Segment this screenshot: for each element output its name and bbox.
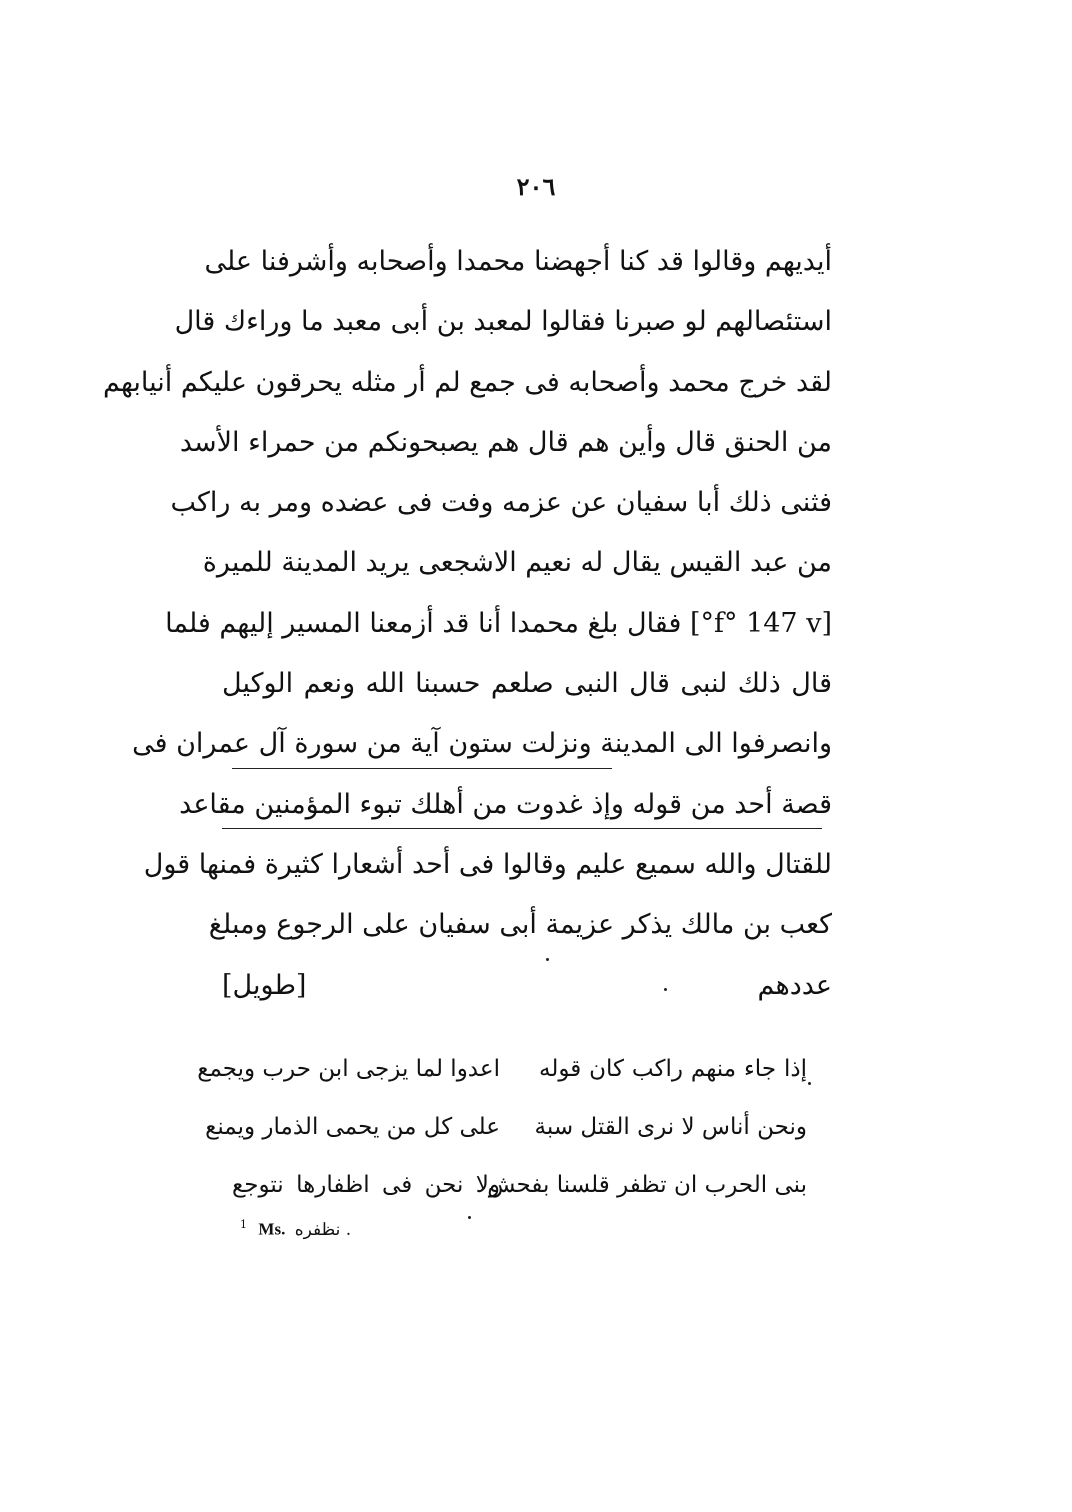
- prose-line: من عبد القيس يقال له نعيم الاشجعى يريد المدينة للميرة: [202, 547, 832, 579]
- prose-line: استئصالهم لو صبرنا فقالوا لمعبد بن أبى معبد ما وراءك قال: [174, 306, 832, 338]
- prose-line-final: [222, 956, 832, 1016]
- verse-second-hemistich: ولا نحن فى اظفارها نتوجع: [232, 1172, 500, 1198]
- underline-rule: [232, 768, 612, 769]
- poem-block: [197, 1040, 807, 1214]
- prose-line-folio-marker: [f° 147 v°] فقال بلغ محمدا أنا قد أزمعنا المسير إليهم فلما: [165, 607, 832, 639]
- verse-second-hemistich: على كل من يحمى الذمار ويمنع: [205, 1114, 500, 1140]
- footnote: [240, 1218, 351, 1240]
- prose-line: للقتال والله سميع عليم وقالوا فى أحد أشعارا كثيرة فمنها قول: [143, 848, 832, 880]
- prose-line: فثنى ذلك أبا سفيان عن عزمه وفت فى عضده ومر به راكب: [170, 487, 832, 519]
- verse-first-hemistich: بنى الحرب ان تظفر قلسنا بفحش: [487, 1172, 807, 1198]
- page-number: ٢٠٦: [516, 172, 556, 201]
- underline-rule: [222, 828, 822, 829]
- footnote-label: Ms.: [258, 1219, 286, 1239]
- prose-block: [102, 232, 832, 1016]
- verse-row: [197, 1040, 807, 1098]
- prose-line: قال ذلك لنبى قال النبى صلعم حسبنا الله ونعم الوكيل: [222, 668, 832, 700]
- scan-speck: [546, 958, 549, 961]
- footnote-text: نظفره .: [294, 1219, 352, 1240]
- footnote-marker: 1: [240, 1218, 247, 1231]
- scan-speck: [808, 1082, 811, 1085]
- prose-line: قصة أحد من قوله وإذ غدوت من أهلك تبوء المؤمنين مقاعد: [179, 788, 832, 820]
- meter-label: [طويل]: [222, 969, 307, 1001]
- verse-first-hemistich: ونحن أناس لا نرى القتل سبة: [534, 1114, 807, 1140]
- prose-line: من الحنق قال وأين هم قال هم يصبحونكم من حمراء الأسد: [179, 426, 832, 458]
- prose-final-word: عددهم: [757, 969, 832, 1001]
- verse-second-hemistich: اعدوا لما يزجى ابن حرب ويجمع: [197, 1056, 500, 1082]
- scan-speck: [664, 988, 667, 991]
- verse-first-hemistich: إذا جاء منهم راكب كان قوله: [539, 1056, 807, 1082]
- prose-line: وانصرفوا الى المدينة ونزلت ستون آية من سورة آل عمران فى: [132, 728, 832, 760]
- prose-line: أيديهم وقالوا قد كنا أجهضنا محمدا وأصحابه وأشرفنا على: [204, 246, 832, 277]
- scan-speck: [468, 1216, 471, 1219]
- prose-line: كعب بن مالك يذكر عزيمة أبى سفيان على الرجوع ومبلغ: [208, 909, 832, 941]
- verse-row: [205, 1098, 807, 1156]
- verse-row: [232, 1156, 807, 1214]
- prose-line: لقد خرج محمد وأصحابه فى جمع لم أر مثله يحرقون عليكم أنيابهم: [102, 366, 832, 398]
